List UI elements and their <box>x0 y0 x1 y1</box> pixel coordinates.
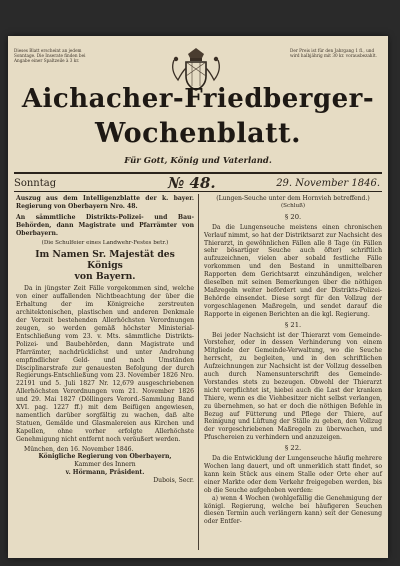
masthead-title: Aichacher-Friedberger- <box>21 84 375 114</box>
article-title: (Lungen-Seuche unter dem Hornvieh betreffend.) <box>216 195 370 202</box>
article-continued: (Schluß) <box>280 202 306 209</box>
price-note: Der Preis ist für den Jahrgang 1 fl., und wird halbjährig mit 30 kr. vorausbezahlt. <box>290 48 377 58</box>
masthead-motto: Für Gott, König und Vaterland. <box>124 156 272 166</box>
article-addressee: An sämmtliche Distrikts-Polizei- und Bau-Behörden, dann Magistrate und Pfarrämter von Oberbayern. <box>16 213 194 237</box>
subscription-note: Dieses Blatt erscheint an jedem Sonntage. Die Inserate finden bei Angabe einer Spaltzeile à 3 kr. <box>14 48 86 63</box>
section-20: § 20. <box>284 212 302 221</box>
article-body: Da in jüngster Zeit Fälle vorgekommen sind, welche von einer auffallenden Nichtbeachtung der über die Erhaltung der im Königreiche zerstreuten architektonischen, plastischen und anderen Denkmale der Vorzeit bestehenden Allerhöchsten Verordnungen zeugen, so werden gemäß höchster Ministerial-Entschließung vom 23. v. Mts. sämmtliche Distrikts-Polizei- und Baubehörden, dann Magistrate und Pfarrämter, nachdrücklichst und unter Androhung empfindlicher Geld- und nach Umständen Disciplinarstrafe zur genauesten Befolgung der durch Regierungs-Entschließung vom 23. November 1826 Nro. 22191 und 5. Juli 1827 Nr. 12,679 ausgeschriebenen Allerhöchsten Verordnungen vom 21. November 1826 und 29. Mai 1827 (Döllingers Verord.-Sammlung Band XVI. pag. 1227 ff.) mit dem Beifügen angewiesen, namentlich darüber sorgfältig zu wachen, daß alte Statuen, Gemälde und Glasmalereien aus Kirchen und Kapellen, ohne vorher erfolgte Allerhöchste Genehmigung nicht entfernt noch veräußert werden. <box>16 285 194 443</box>
article-heading: Im Namen Sr. Majestät des Königs <box>35 249 175 272</box>
paragraph-22: Da die Entwicklung der Lungenseuche häufig mehrere Wochen lang dauert, und oft unmerklich statt findet, so kann kein Stück aus einem Stalle oder Orte eher auf einer Markte oder dem Verkehr freigegeben werden, bis ob die Seuche aufgehoben werden: <box>204 455 382 494</box>
section-22: § 22. <box>284 444 302 453</box>
chamber: Kammer des Innern <box>74 461 136 469</box>
section-21: § 21. <box>284 320 302 329</box>
article-heading-2: von Bayern. <box>74 271 136 283</box>
dateline <box>14 175 382 191</box>
newspaper-page <box>8 36 388 558</box>
paragraph-20: Da die Lungenseuche meistens einen chronischen Verlauf nimmt, so hat der Distriktsarzt zur Nachsicht des Thierarzt, in gewöhnlichen Fällen alle 8 Tage (in Fällen sehr bösartiger Seuche auch öfter) schriftlich aufzuzeichnen, vielen aber sobald festliche Fälle vorkommen und den Bestand in unmittelbaren Rapporten dem Gerichtsarzt einzuhändigen, welcher dieselben mit seinen Bemerkungen über die nöthigen Maßregeln weiter befördert und der Distrikts-Polizei-Behörde einsendet. Diese sorgt für den Vollzug der vorgeschlagenen Maßregeln, und sendet darauf die Rapporte in eigenen Berichten an die kgl. Regierung. <box>204 223 382 318</box>
signer: v. Hörmann, Präsident. <box>65 469 145 477</box>
authority: Königliche Regierung von Oberbayern, <box>38 453 172 461</box>
paragraph-21: Bei jeder Nachsicht ist der Thierarzt vom Gemeinde-Vorsteher, oder in dessen Verhinderung von einem Mitgliede der Gemeinde-Verwaltung, wo die Seuche herrscht, zu begleiten, und in den schriftlichen Aufzeichnungen zur Nachsicht ist der Vollzug desselben auch durch Namensunterschrift des Gemeinde-Vorstandes stets zu bezeugen. Obwohl der Thierarzt nicht verpflichtet ist, hiebei auch die Last der kranken Thiere, wenn es die Viehbesitzer nicht selbst verlangen, zu übernehmen, so hat er doch die nöthigen Befehle in Bezug auf Fütterung und Pflege der Thiere, auf Reinigung und Lüftung der Ställe zu geben, den Vollzug der vorgeschriebenen Maßregeln zu überwachen, und Pfuschereien zu verhindern und anzuzeigen. <box>204 331 382 442</box>
article-source: Auszug aus dem Intelligenzblatte der k. bayer. Regierung von Oberbayern Nro. 48. <box>16 195 194 210</box>
left-column <box>16 195 194 485</box>
issue-day: Sonntag <box>14 178 57 189</box>
issue-date: 29. November 1846. <box>276 178 380 189</box>
place-date: München, den 16. November 1846. <box>24 445 134 453</box>
paragraph-22a: a) wenn 4 Wochen (wohlgefällig die Genehmigung der königl. Regierung, welche bei häufigeren Seuchen diesen Termin auch verlängern kann) seit der Genesung oder Entfer- <box>204 494 382 526</box>
issue-number: № 48. <box>168 174 216 192</box>
article-subject: (Die Schulfeier eines Landwehr-Festes betr.) <box>41 239 169 246</box>
masthead-subtitle: Wochenblatt. <box>95 118 301 149</box>
rule-bottom <box>14 191 382 192</box>
secretary: Dubois, Secr. <box>153 477 194 485</box>
right-column <box>204 195 382 526</box>
column-divider <box>198 194 199 550</box>
